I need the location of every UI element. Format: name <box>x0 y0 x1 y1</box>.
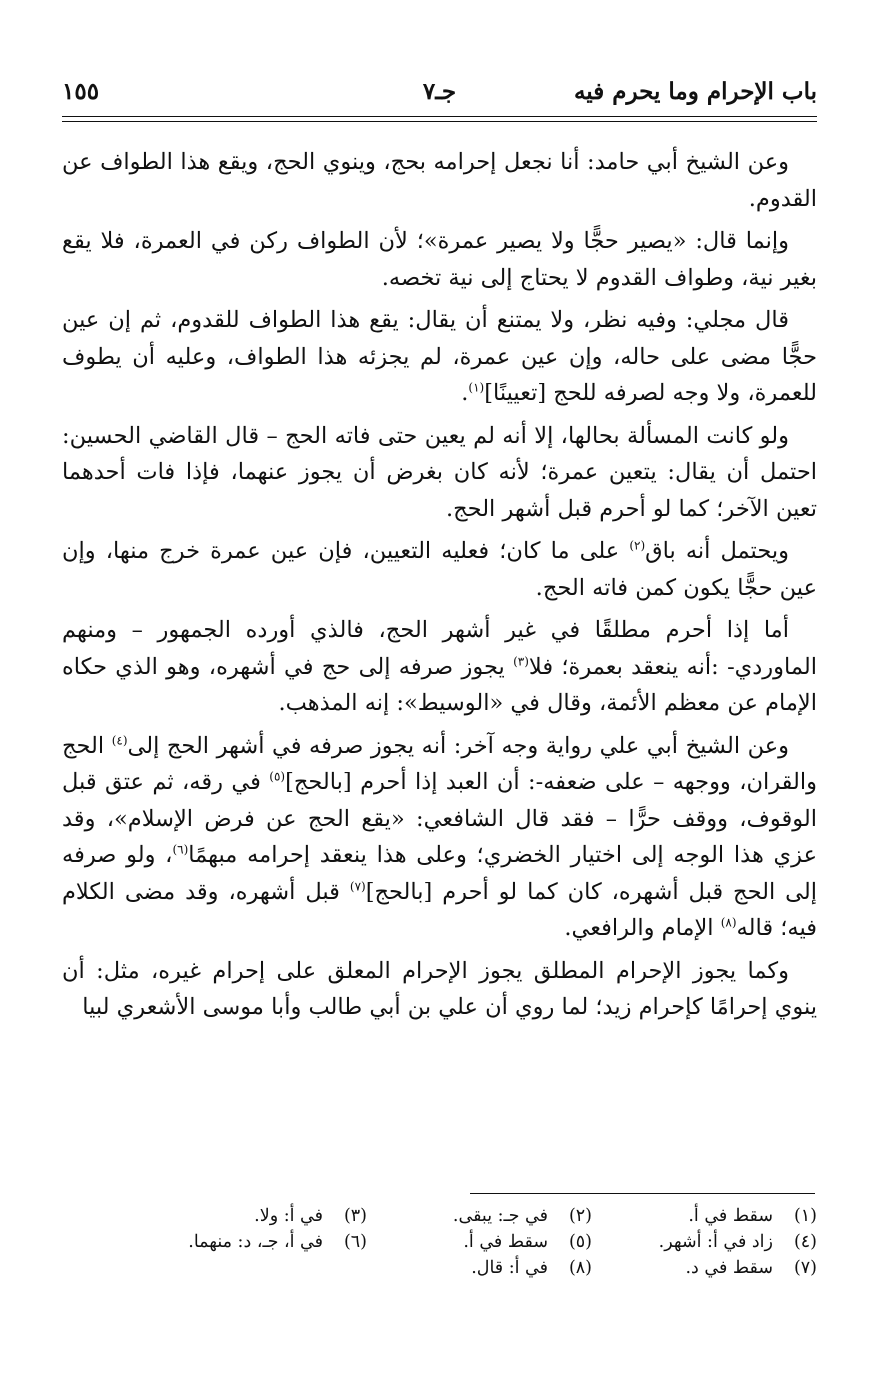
footnote-ref[interactable]: (٨) <box>720 915 737 930</box>
paragraph: قال مجلي: وفيه نظر، ولا يمتنع أن يقال: يقع هذا الطواف للقدوم، ثم إن عين حجًّا مضى على حاله، وإن عين عمرة، لم يجزئه هذا الطواف، وعليه أن يطوف للعمرة، ولا وجه لصرفه للحج [تعيينًا]$^{(١)}$. <box>62 307 817 406</box>
footnotes <box>62 1203 817 1281</box>
paragraph: ويحتمل أنه باق$^{(٢)}$ على ما كان؛ فعليه التعيين، فإن عين عمرة خرج منها، وإن عين حجًّا يكون كمن فاته الحج. <box>62 538 817 601</box>
chapter-title: باب الإحرام وما يحرم فيه <box>573 78 817 105</box>
footnote-ref[interactable]: (٦) <box>172 842 189 857</box>
page-number: ١٥٥ <box>62 78 100 105</box>
footnote: (٤)زاد في أ: أشهر. <box>658 1232 817 1252</box>
footnote: (١)سقط في أ. <box>688 1206 817 1226</box>
footnote-ref[interactable]: (١) <box>468 380 485 395</box>
footnote-row <box>62 1229 817 1255</box>
footnote: (٣)في أ: ولا. <box>254 1206 367 1226</box>
paragraph: وعن الشيخ أبي علي رواية وجه آخر: أنه يجوز صرفه في أشهر الحج إلى$^{(٤)}$ الحج والقران، ووجهه – على ضعفه-: أن العبد إذا أحرم [بالحج]$^{(٥)}$ في رقه، ثم عتق قبل الوقوف، ووقف حرًّا – فقد قال الشافعي: «يقع الحج عن فرض الإسلام»، وقد عزي هذا الوجه إلى اختيار الخضري؛ وعلى هذا ينعقد إحرامه مبهمًا$^{(٦)}$، ولو صرفه إلى الحج قبل أشهره، كان كما لو أحرم [بالحج]$^{(٧)}$ قبل أشهره، وقد مضى الكلام فيه؛ قاله$^{(٨)}$ الإمام والرافعي. <box>62 732 818 941</box>
footnote-ref[interactable]: (٥) <box>269 769 286 784</box>
paragraph: وكما يجوز الإحرام المطلق يجوز الإحرام المعلق على إحرام غيره، مثل: أن ينوي إحرامًا كإحرام زيد؛ لما روي أن علي بن أبي طالب وأبا موسى الأشعري لبيا <box>62 957 817 1020</box>
volume-label: جـ٧ <box>422 78 457 105</box>
footnote-ref[interactable]: (٧) <box>349 879 366 893</box>
header-rule <box>62 116 817 117</box>
paragraph: وعن الشيخ أبي حامد: أنا نجعل إحرامه بحج، وينوي الحج، ويقع هذا الطواف عن القدوم. <box>62 149 817 212</box>
footnote-row <box>62 1203 817 1229</box>
footnote-row <box>62 1255 817 1281</box>
running-header <box>62 70 817 112</box>
footnote-ref[interactable]: (٢) <box>629 538 646 553</box>
main-text <box>62 144 817 1032</box>
footnote: (٧)سقط في د. <box>685 1258 817 1278</box>
paragraph: وإنما قال: «يصير حجًّا ولا يصير عمرة»؛ لأن الطواف ركن في العمرة، فلا يقع بغير نية، وطواف القدوم لا يحتاج إلى نية تخصه. <box>62 228 817 291</box>
footnote-ref[interactable]: (٣) <box>513 654 529 668</box>
footnote: (٨)في أ: قال. <box>471 1258 592 1278</box>
header-rule-thin <box>62 121 817 122</box>
footnote: (٥)سقط في أ. <box>463 1232 592 1252</box>
footnote-ref[interactable]: (٤) <box>111 733 128 747</box>
footnote: (٢)في جـ: يبقى. <box>452 1206 592 1226</box>
paragraph: أما إذا أحرم مطلقًا في غير أشهر الحج، فالذي أورده الجمهور – ومنهم الماوردي- :أنه ينعقد بعمرة؛ فلا$^{(٣)}$ يجوز صرفه إلى حج في أشهره، وهو الذي حكاه الإمام عن معظم الأئمة، وقال في «الوسيط»: إنه المذهب. <box>62 617 817 716</box>
footnote-rule <box>470 1193 815 1194</box>
footnote: (٦)في أ، جـ، د: منهما. <box>188 1232 367 1252</box>
paragraph: ولو كانت المسألة بحالها، إلا أنه لم يعين حتى فاته الحج – قال القاضي الحسين: احتمل أن يقال: يتعين عمرة؛ لأنه كان بغرض أن يجوز عنهما، فإذا فات أحدهما تعين الآخر؛ كما لو أحرم قبل أشهر الحج. <box>62 422 817 522</box>
